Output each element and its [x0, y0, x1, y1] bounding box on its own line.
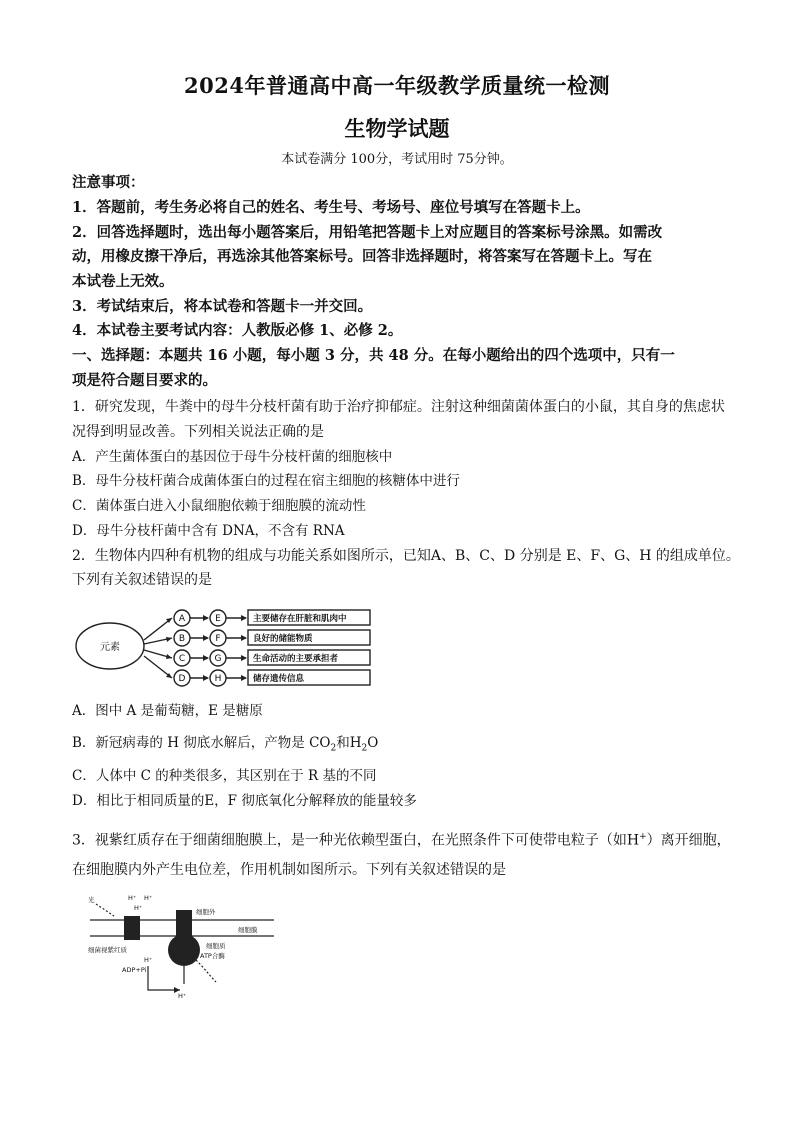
q3-stem-line-1: 3．视紫红质存在于细菌细胞膜上，是一种光依赖型蛋白，在光照条件下可使带电粒子（如H+）离开细胞， — [72, 832, 731, 849]
outside-label: 细胞外 — [196, 908, 216, 916]
q2-diagram — [72, 598, 382, 690]
q3-stem-line-2: 在细胞膜内外产生电位差，作用机制如图所示。下列有关叙述错误的是 — [72, 862, 506, 878]
proton-label-3: H⁺ — [134, 904, 143, 912]
q1-option-d: D．母牛分枝杆菌中含有 DNA，不含有 RNA — [72, 523, 345, 539]
section-1-line-2: 项是符合题目要求的。 — [72, 372, 217, 389]
q2-option-b: B．新冠病毒的 H 彻底水解后，产物是 $CO_2$和$H_2O$ — [72, 735, 379, 754]
polymer-f-label: F — [215, 634, 221, 644]
light-label: 光 — [88, 896, 95, 904]
note-2-line-2: 动，用橡皮擦干净后，再选涂其他答案标号。回答非选择题时，将答案写在答题卡上。写在 — [72, 248, 652, 265]
atp-synthase-label: ATP合酶 — [200, 952, 225, 960]
q1-option-a: A．产生菌体蛋白的基因位于母牛分枝杆菌的细胞核中 — [72, 449, 393, 465]
pigment-label: 细菌视紫红质 — [88, 946, 127, 954]
exam-title: 2024年普通高中高一年级教学质量统一检测 — [184, 73, 610, 98]
q2-option-d: D．相比于相同质量的E，F 彻底氧化分解释放的能量较多 — [72, 793, 417, 809]
unit-a-label: A — [178, 614, 186, 624]
proton-label-4: H⁺ — [144, 956, 153, 964]
q3-diagram — [84, 890, 280, 998]
diagram-source-label: 元素 — [100, 642, 120, 653]
unit-d-label: D — [178, 674, 186, 684]
polymer-g-label: G — [214, 654, 222, 664]
adp-label: ADP+Pi — [122, 966, 147, 974]
section-1-line-1: 一、选择题：本题共 16 小题，每小题 3 分，共 48 分。在每小题给出的四个选项中，只有一 — [72, 347, 675, 364]
function-f-label: 良好的储能物质 — [253, 634, 313, 644]
function-g-label: 生命活动的主要承担者 — [253, 654, 339, 664]
unit-b-label: B — [178, 634, 186, 644]
function-e-label: 主要储存在肝脏和肌肉中 — [253, 614, 347, 624]
exam-subtitle: 生物学试题 — [344, 116, 450, 141]
note-4: 4．本试卷主要考试内容：人教版必修 1、必修 2。 — [72, 322, 403, 339]
note-2-line-1: 2．回答选择题时，选出每小题答案后，用铅笔把答题卡上对应题目的答案标号涂黑。如需改 — [72, 224, 663, 241]
notes-heading: 注意事项： — [72, 174, 145, 191]
membrane-label: 细胞膜 — [238, 926, 258, 934]
exam-info: 本试卷满分 100分，考试用时 75分钟。 — [281, 152, 513, 167]
q2-option-c: C．人体中 C 的种类很多，其区别在于 R 基的不同 — [72, 768, 377, 784]
q1-stem-line-1: 1．研究发现，牛粪中的母牛分枝杆菌有助于治疗抑郁症。注射这种细菌菌体蛋白的小鼠，其自身的焦虑状 — [72, 399, 725, 415]
rhodopsin-protein — [124, 916, 140, 940]
unit-c-label: C — [178, 654, 186, 664]
note-3: 3．考试结束后，将本试卷和答题卡一并交回。 — [72, 298, 373, 315]
q2-option-a: A．图中 A 是葡萄糖，E 是糖原 — [72, 703, 263, 719]
note-2-line-3: 本试卷上无效。 — [72, 273, 174, 290]
q1-stem-line-2: 况得到明显改善。下列相关说法正确的是 — [72, 424, 324, 440]
note-1: 1．答题前，考生务必将自己的姓名、考生号、考场号、座位号填写在答题卡上。 — [72, 199, 590, 216]
polymer-e-label: E — [215, 614, 221, 624]
atp-synthase-head — [168, 934, 200, 966]
q1-option-b: B．母牛分枝杆菌合成菌体蛋白的过程在宿主细胞的核糖体中进行 — [72, 473, 460, 489]
q2-stem-line-2: 下列有关叙述错误的是 — [72, 572, 212, 588]
inside-label: 细胞质 — [206, 942, 226, 950]
proton-label-5: H⁺ — [178, 992, 187, 998]
q1-option-c: C．菌体蛋白进入小鼠细胞依赖于细胞膜的流动性 — [72, 498, 366, 514]
proton-label-1: H⁺ — [128, 894, 137, 902]
q2-stem-line-1: 2．生物体内四种有机物的组成与功能关系如图所示，已知A、B、C、D 分别是 E、F、G、H 的组成单位。 — [72, 548, 740, 564]
function-h-label: 储存遗传信息 — [253, 674, 305, 684]
proton-label-2: H⁺ — [144, 894, 153, 902]
polymer-h-label: H — [214, 674, 222, 684]
